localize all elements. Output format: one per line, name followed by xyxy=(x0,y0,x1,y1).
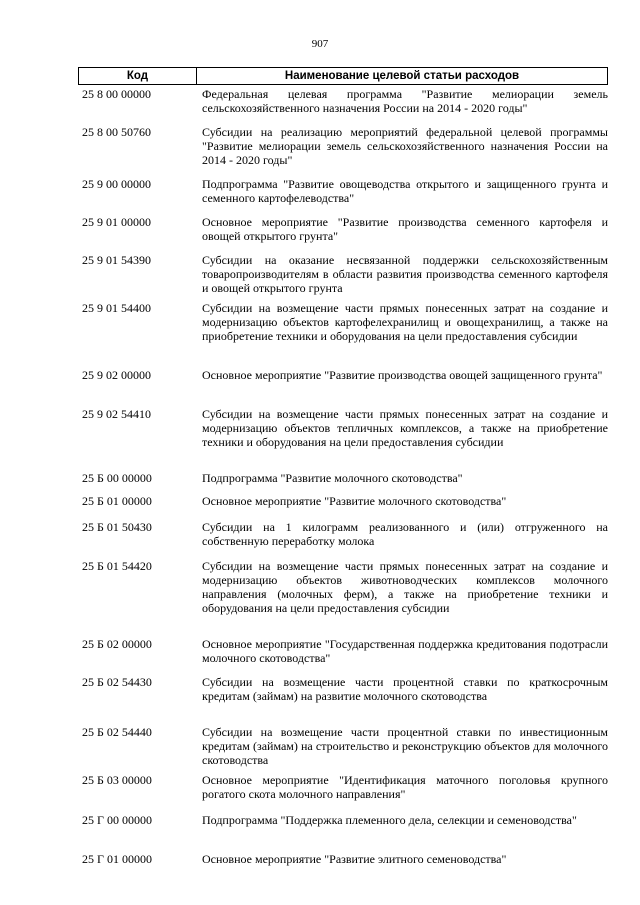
row-code: 25 Б 01 50430 xyxy=(82,520,152,534)
table-row xyxy=(78,773,608,801)
row-name: Основное мероприятие "Идентификация маточного поголовья крупного рогатого скота молочного направления" xyxy=(202,773,608,801)
table-row xyxy=(78,368,608,382)
table-row xyxy=(78,637,608,665)
table-row xyxy=(78,407,608,449)
table-row xyxy=(78,87,608,115)
row-name: Основное мероприятие "Развитие производства овощей защищенного грунта" xyxy=(202,368,603,382)
row-code: 25 Б 00 00000 xyxy=(82,471,152,485)
row-name: Подпрограмма "Поддержка племенного дела, селекции и семеноводства" xyxy=(202,813,577,827)
row-code: 25 9 01 00000 xyxy=(82,215,151,229)
table-row xyxy=(78,559,608,615)
row-name: Субсидии на реализацию мероприятий федеральной целевой программы "Развитие мелиорации земель сельскохозяйственного назначения России на 2014 - 2020 годы" xyxy=(202,125,608,167)
table-row xyxy=(78,852,608,866)
table-row xyxy=(78,125,608,167)
row-name: Подпрограмма "Развитие овощеводства открытого и защищенного грунта и семенного картофелеводства" xyxy=(202,177,608,205)
row-code: 25 Б 02 54440 xyxy=(82,725,152,739)
row-name: Основное мероприятие "Государственная поддержка кредитования подотрасли молочного скотоводства" xyxy=(202,637,608,665)
row-code: 25 Б 02 00000 xyxy=(82,637,152,651)
row-code: 25 Б 01 54420 xyxy=(82,559,152,573)
row-name: Основное мероприятие "Развитие производства семенного картофеля и овощей открытого грунта" xyxy=(202,215,608,243)
row-name: Субсидии на оказание несвязанной поддержки сельскохозяйственным товаропроизводителям в области развития производства семенного картофеля и овощей открытого грунта xyxy=(202,253,608,295)
table-row xyxy=(78,177,608,205)
row-code: 25 9 00 00000 xyxy=(82,177,151,191)
page-number: 907 xyxy=(311,38,329,50)
row-code: 25 8 00 00000 xyxy=(82,87,151,101)
row-name: Подпрограмма "Развитие молочного скотоводства" xyxy=(202,471,463,485)
row-code: 25 Б 03 00000 xyxy=(82,773,152,787)
row-name: Субсидии на возмещение части прямых понесенных затрат на создание и модернизацию объектов тепличных комплексов, а также на приобретение техники и оборудования на цели предоставления субсидии xyxy=(202,407,608,449)
row-code: 25 9 02 54410 xyxy=(82,407,151,421)
table-row xyxy=(78,301,608,343)
row-name: Субсидии на 1 килограмм реализованного и (или) отгруженного на собственную переработку молока xyxy=(202,520,608,548)
header-code: Код xyxy=(79,68,197,84)
row-code: 25 9 01 54400 xyxy=(82,301,151,315)
table-row xyxy=(78,253,608,295)
table-row xyxy=(78,725,608,767)
row-code: 25 Г 01 00000 xyxy=(82,852,152,866)
row-code: 25 9 01 54390 xyxy=(82,253,151,267)
row-name: Субсидии на возмещение части прямых понесенных затрат на создание и модернизацию объектов животноводческих комплексов молочного направления (молочных ферм), а также на приобретение техники и оборудования на цели предоставления субсидии xyxy=(202,559,608,615)
row-code: 25 Б 01 00000 xyxy=(82,494,152,508)
row-name: Субсидии на возмещение части процентной ставки по краткосрочным кредитам (займам) на развитие молочного скотоводства xyxy=(202,675,608,703)
table-row xyxy=(78,813,608,827)
table-header xyxy=(78,67,608,85)
row-name: Субсидии на возмещение части прямых понесенных затрат на создание и модернизацию объектов картофелехранилищ и овощехранилищ, а также на приобретение техники и оборудования на цели предоставления субсидии xyxy=(202,301,608,343)
row-name: Основное мероприятие "Развитие элитного семеноводства" xyxy=(202,852,507,866)
target-items-table xyxy=(78,67,608,866)
row-code: 25 8 00 50760 xyxy=(82,125,151,139)
row-name: Субсидии на возмещение части процентной ставки по инвестиционным кредитам (займам) на строительство и реконструкцию объектов для молочного скотоводства xyxy=(202,725,608,767)
row-name: Основное мероприятие "Развитие молочного скотоводства" xyxy=(202,494,507,508)
row-name: Федеральная целевая программа "Развитие мелиорации земель сельскохозяйственного назначения России на 2014 - 2020 годы" xyxy=(202,87,608,115)
table-row xyxy=(78,520,608,548)
row-code: 25 9 02 00000 xyxy=(82,368,151,382)
row-code: 25 Г 00 00000 xyxy=(82,813,152,827)
row-code: 25 Б 02 54430 xyxy=(82,675,152,689)
table-row xyxy=(78,675,608,703)
table-row xyxy=(78,471,608,485)
header-name: Наименование целевой статьи расходов xyxy=(284,70,520,82)
table-row xyxy=(78,494,608,508)
table-row xyxy=(78,215,608,243)
